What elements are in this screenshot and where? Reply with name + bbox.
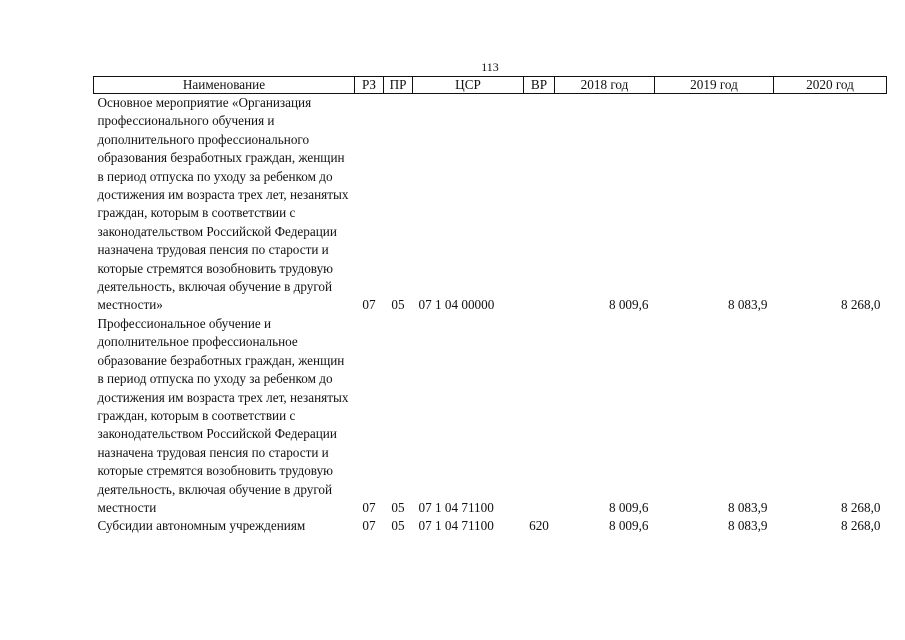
- row-csr: 07 1 04 71100: [418, 518, 494, 534]
- column-header-2019: 2019 год: [655, 77, 774, 94]
- row-2018: 8 009,6: [608, 499, 649, 515]
- column-header-name: Наименование: [94, 77, 355, 94]
- table-header-row: [94, 77, 887, 94]
- row-2020: 8 268,0: [840, 499, 881, 515]
- column-header-2018: 2018 год: [555, 77, 655, 94]
- row-pr: 05: [391, 518, 405, 534]
- row-pr: 05: [391, 297, 405, 313]
- row-2018: 8 009,6: [608, 518, 649, 534]
- row-csr: 07 1 04 71100: [418, 499, 494, 515]
- column-header-csr: ЦСР: [413, 77, 524, 94]
- row-pr: 05: [391, 499, 405, 515]
- row-name: Субсидии автономным учреждениям: [97, 518, 306, 534]
- row-rz: 07: [362, 518, 376, 534]
- row-name: Основное мероприятие «Организация профессионального обучения и дополнительного профессионального образования безработных граждан, женщин в период отпуска по уходу за ребенком до достижения им возраста трех лет, незанятых граждан, которым в соответствии с законодательством Российской Федерации назначена трудовая пенсия по старости и которые стремятся возобновить трудовую деятельность, включая обучение в другой местности»: [97, 95, 349, 313]
- column-header-vr: ВР: [524, 77, 555, 94]
- row-2018: 8 009,6: [608, 297, 649, 313]
- row-2019: 8 083,9: [727, 518, 768, 534]
- row-vr: [524, 94, 555, 315]
- table-row: [94, 315, 887, 517]
- row-2020: 8 268,0: [840, 518, 881, 534]
- row-2019: 8 083,9: [727, 297, 768, 313]
- table-row: [94, 517, 887, 535]
- row-2020: 8 268,0: [840, 297, 881, 313]
- row-vr: 620: [529, 518, 549, 534]
- row-csr: 07 1 04 00000: [418, 297, 495, 313]
- row-rz: 07: [362, 499, 376, 515]
- budget-table: [93, 76, 887, 536]
- column-header-pr: ПР: [384, 77, 413, 94]
- row-2019: 8 083,9: [727, 499, 768, 515]
- row-rz: 07: [362, 297, 376, 313]
- column-header-rz: РЗ: [355, 77, 384, 94]
- page-number: 113: [481, 60, 499, 74]
- row-name: Профессиональное обучение и дополнительное профессиональное образование безработных граждан, женщин в период отпуска по уходу за ребенком до достижения им возраста трех лет, незанятых граждан, которым в соответствии с законодательством Российской Федерации назначена трудовая пенсия по старости и которые стремятся возобновить трудовую деятельность, включая обучение в другой местности: [97, 315, 349, 515]
- column-header-2020: 2020 год: [774, 77, 887, 94]
- row-vr: [524, 315, 555, 517]
- table-row: [94, 94, 887, 315]
